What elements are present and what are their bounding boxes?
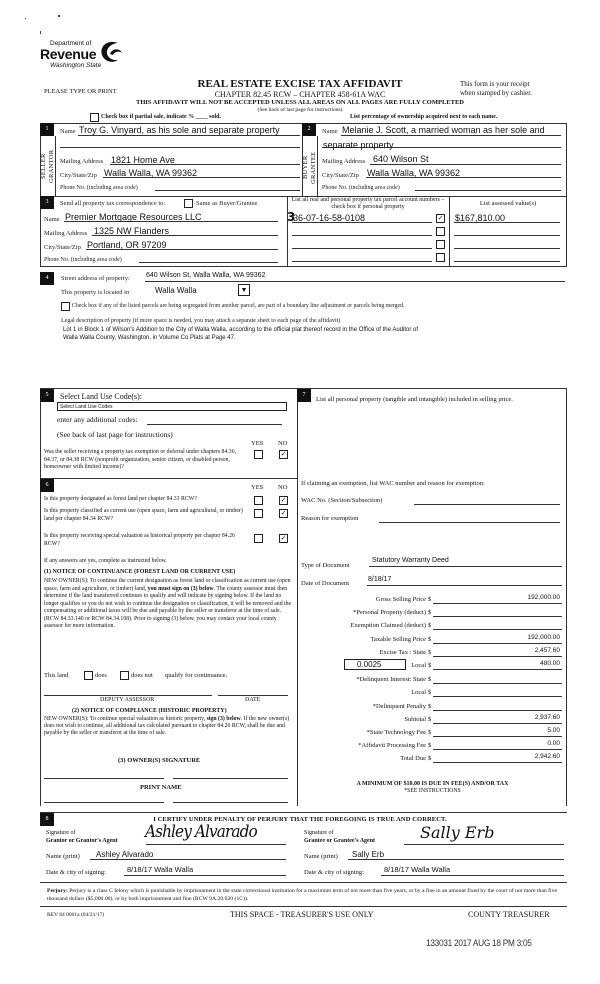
grantee-name-label: Name (print) (304, 853, 338, 860)
send-correspondence-label: Send all property tax correspondence to: (60, 200, 166, 207)
currency-symbol: $ (428, 742, 432, 749)
currency-symbol: $ (428, 716, 432, 723)
does-qualify-checkbox[interactable] (84, 671, 93, 680)
currency-symbol: $ (428, 596, 432, 603)
grantee-sig-label-2: Grantee or Grantee's Agent (304, 838, 376, 844)
currency-symbol: $ (428, 703, 432, 710)
tax-row-label: Taxable Selling Price (370, 636, 426, 643)
tax-value-underline (433, 607, 562, 617)
seller-city-field[interactable]: Walla Walla, WA 99362 (104, 168, 198, 178)
tax-row-label: Subtotal (404, 716, 426, 723)
this-land-label: This land (44, 672, 69, 679)
notice2-text-pre: NEW OWNER(S): To continue special valuation as historic property, (44, 716, 206, 722)
currency-symbol: $ (428, 676, 432, 683)
land-use-select-value: Select Land Use Codes (60, 404, 113, 410)
seller-side-label (40, 140, 55, 192)
currency-symbol: $ (428, 729, 432, 736)
section-5-number: 5 (40, 389, 54, 402)
personal-property-text: List all personal property (tangible and intangible) included in selling price. (316, 396, 513, 403)
notice1-text-bold: you must sign on (3) below (147, 585, 214, 592)
print-name-line-2[interactable] (173, 802, 288, 803)
seller-city-label: City/State/Zip (60, 172, 97, 179)
designation-yes-checkbox[interactable] (254, 496, 263, 505)
logo-revenue-text: Revenue (40, 46, 97, 62)
no-header-6: NO (278, 484, 288, 491)
doc-type-label: Type of Document (301, 562, 350, 569)
tax-row-value[interactable]: 192,000.00 (527, 634, 560, 641)
parcel-number-field[interactable] (292, 239, 432, 249)
department-logo (40, 40, 130, 80)
ownership-note: List percentage of ownership acquired next to each name. (350, 114, 498, 120)
segregated-checkbox[interactable] (61, 302, 70, 311)
seller-address-label: Mailing Address (60, 158, 104, 165)
buyer-city-label: City/State/Zip (322, 172, 359, 179)
tax-row-value[interactable]: 480.00 (540, 660, 560, 667)
buyer-name-field[interactable]: Melanie J. Scott, a married woman as her sole and (342, 125, 545, 135)
tax-value-underline (433, 701, 562, 711)
notice2-title: (2) NOTICE OF COMPLIANCE (HISTORIC PROPERTY) (72, 708, 227, 714)
buyer-city-field[interactable]: Walla Walla, WA 99362 (367, 168, 461, 178)
qualify-label: qualify for continuance. (165, 672, 228, 679)
legal-description-line1[interactable]: Lot 1 in Block 1 of Wilson's Addition to the City of Walla Walla, according to the official plat thereof record in the Office of the Auditor of (63, 327, 418, 333)
notice1-text-pre: NEW OWNER(S): To continue the current designation as forest land or classification as current use (open space, farm and agriculture, or timber) land, (44, 578, 291, 592)
reason-field[interactable] (379, 514, 560, 523)
assessor-date-label: DATE (245, 697, 261, 703)
reason-label: Reason for exemption (301, 515, 359, 522)
tax-row-label: *Delinquent Interest: State (356, 676, 426, 683)
parcel-personal-checkbox[interactable] (436, 227, 445, 236)
parcels-header: List all real and personal property tax parcel account numbers – check box if personal property (291, 197, 445, 210)
grantor-name-label: Name (print) (46, 853, 80, 860)
tax-row-label: *State Technology Fee (366, 729, 426, 736)
county-select-value: Walla Walla (155, 286, 197, 295)
minimum-due-note: A MINIMUM OF $10.00 IS DUE IN FEE(S) AND/OR TAX (356, 781, 509, 787)
owner-signature-line-1[interactable] (44, 778, 164, 779)
exemption-no-checkbox[interactable] (279, 450, 288, 459)
chevron-down-icon[interactable]: ▼ (238, 284, 250, 296)
receipt-note-2: when stamped by cashier. (460, 89, 532, 97)
tax-row-value[interactable]: 2,457.60 (534, 647, 560, 654)
designation-yes-checkbox[interactable] (254, 509, 263, 518)
section-3-number: 3 (40, 196, 54, 209)
assessed-value-field[interactable] (454, 226, 560, 236)
currency-symbol: $ (428, 622, 432, 629)
receipt-note-1: This form is your receipt (460, 80, 530, 88)
additional-codes-field[interactable] (147, 415, 282, 425)
exemption-question: Was the seller receiving a property tax exemption or deferral under chapters 84.36, 84.37, or 84.38 RCW (nonprofit organization, senior citizen, or disabled person, homeowner with limited income)? (44, 449, 237, 470)
partial-sale-checkbox[interactable] (90, 113, 99, 122)
seller-label: SELLER (40, 153, 47, 179)
seller-phone-label: Phone No. (including area code) (60, 185, 138, 191)
currency-symbol: $ (428, 649, 432, 656)
tax-row-value[interactable]: 2,937.60 (534, 714, 560, 721)
scan-speck (58, 15, 60, 17)
tax-row-label: Excise Tax : State (379, 649, 426, 656)
designation-question: Is this property classified as current use (open space, farm and agricultural, or timber) land per chapter 84.34 RCW? (44, 508, 243, 522)
located-in-label: This property is located in (61, 289, 130, 296)
assessed-value-field[interactable] (454, 252, 560, 262)
scan-speck (25, 18, 26, 19)
designation-yes-checkbox[interactable] (254, 534, 263, 543)
does-not-label: does not (131, 672, 153, 679)
section-7-number: 7 (297, 389, 311, 402)
deputy-assessor-label: DEPUTY ASSESSOR (100, 697, 155, 703)
perjury-text: Perjury is a class C felony which is punishable by imprisonment in the state correctional institution for a maximum term of not more than five years, or by a fine in an amount fixed by the court of not more than five thousand dollars ($5,000.00), or by both imprisonment and fine (RCW 9A.20.020 (1C)). (47, 888, 558, 902)
grantor-name-field[interactable]: Ashley Alvarado (96, 850, 154, 859)
if-yes-instructions: If any answers are yes, complete as instructed below. (44, 558, 167, 564)
yes-header-5: YES (251, 440, 264, 447)
corr-address-label: Mailing Address (44, 230, 88, 237)
tax-row-label: *Delinquent Penalty (372, 703, 426, 710)
additional-codes-label: enter any additional codes: (57, 415, 138, 424)
section-1-number: 1 (40, 123, 54, 136)
buyer-side-label (302, 145, 317, 190)
seller-name-label: Name (60, 128, 76, 135)
warning-text: THIS AFFIDAVIT WILL NOT BE ACCEPTED UNLESS ALL AREAS ON ALL PAGES ARE FULLY COMPLETED (136, 99, 464, 106)
notice2-text-bold: sign (3) below (206, 716, 241, 722)
scan-speck (40, 31, 41, 34)
buyer-phone-label: Phone No. (including area code) (322, 185, 400, 191)
owner-signature-line-2[interactable] (173, 778, 288, 779)
rev-number: REV 84 0001a (04/21/17) (47, 912, 105, 918)
buyer-phone-field[interactable] (415, 182, 561, 191)
notice2-body (44, 716, 292, 737)
tax-row-label: Total Due (400, 755, 426, 762)
same-as-buyer-checkbox[interactable] (184, 199, 193, 208)
notice2-text-post: . If the new owner(s) does not wish to continue, all additional tax calculated pursuant to chapter 84.26 RCW, shall be due and payable by the seller or transferor at the time of sale. (44, 716, 290, 736)
tax-row-value[interactable]: 0.00 (547, 740, 560, 747)
corr-name-label: Name (44, 216, 60, 223)
notice1-title: (1) NOTICE OF CONTINUANCE (FOREST LAND OR CURRENT USE) (44, 569, 236, 575)
no-header-5: NO (278, 440, 288, 447)
tax-value-underline (433, 674, 562, 684)
treasurer-use-label: THIS SPACE - TREASURER'S USE ONLY (230, 910, 374, 919)
certify-statement: I CERTIFY UNDER PENALTY OF PERJURY THAT THE FOREGOING IS TRUE AND CORRECT. (153, 816, 447, 823)
segregated-label: Check box if any of the listed parcels are being segregated from another parcel, are part of a boundary line adjustment or parcels being merged. (72, 303, 405, 309)
assessed-value-field[interactable] (454, 239, 560, 249)
currency-symbol: $ (428, 755, 432, 762)
seller-phone-field[interactable] (155, 182, 300, 191)
parcel-personal-checkbox[interactable] (436, 240, 445, 249)
please-type-label: PLEASE TYPE OR PRINT (44, 88, 117, 95)
corr-name-field[interactable]: Premier Mortgage Resources LLC (65, 212, 202, 222)
corr-phone-label: Phone No. (including area code) (44, 257, 122, 263)
grantee-sig-label-1: Signature of (304, 830, 334, 836)
does-label: does (95, 672, 107, 679)
see-instructions-note: *SEE INSTRUCTIONS (404, 788, 461, 794)
grantee-signature[interactable]: Sally Erb (420, 823, 495, 842)
buyer-name-field-line2[interactable]: separate property (323, 140, 394, 150)
tax-row-label: Local (411, 662, 426, 669)
street-address-label: Street address of property: (61, 275, 130, 282)
form-title: REAL ESTATE EXCISE TAX AFFIDAVIT (197, 78, 403, 90)
currency-symbol: $ (428, 636, 432, 643)
tax-row-label: Local (411, 689, 426, 696)
tax-value-underline (433, 687, 562, 697)
tax-row-value[interactable]: 5.00 (547, 727, 560, 734)
notice1-text-post: . The county assessor must then determine if the land transferred continues to qualify and will indicate by signing below. If the land no longer qualifies or you do not wish to continue the designation or classification, it will be removed and the compensating or additional taxes will be due and payable by the seller or transferor at the time of sale. (RCW 84.33.140 or RCW 84.34.108). Prior to signing (3) below, you may contact your local county assessor for more information. (44, 585, 292, 629)
tax-row-label: *Affidavit Processing Fee (358, 742, 426, 749)
parcel-number-field[interactable] (292, 226, 432, 236)
buyer-name-label: Name (322, 128, 338, 135)
tax-row-value[interactable]: 192,000.00 (527, 594, 560, 601)
revenue-swirl-icon (98, 40, 124, 64)
corr-phone-field[interactable] (139, 254, 278, 263)
grantee-label: GRANTEE (310, 151, 317, 184)
section-8-number: 8 (40, 813, 54, 826)
tax-value-underline (433, 620, 562, 630)
notice1-body (44, 578, 292, 631)
section-4-number: 4 (40, 272, 54, 285)
currency-symbol: $ (428, 609, 432, 616)
print-name-label: PRINT NAME (140, 784, 182, 791)
parcel-personal-checkbox[interactable] (436, 253, 445, 262)
assessed-header: List assessed value(s) (479, 200, 537, 207)
tax-row-label: Exemption Claimed (deduct) (350, 622, 426, 629)
owner-signature-label: (3) OWNER(S) SIGNATURE (118, 757, 201, 764)
grantee-name-field[interactable]: Sally Erb (352, 850, 385, 859)
legal-description-line2[interactable]: Walla Walla County, Washington, in Volume Co Plats at Page 47. (63, 335, 236, 341)
section-2-number: 2 (302, 123, 316, 136)
currency-symbol: $ (428, 662, 432, 669)
does-not-qualify-checkbox[interactable] (120, 671, 129, 680)
designation-no-checkbox[interactable] (279, 509, 288, 518)
perjury-notice (47, 887, 562, 903)
county-treasurer-label: COUNTY TREASURER (468, 910, 550, 919)
seller-address-field[interactable]: 1821 Home Ave (111, 155, 175, 165)
assessor-date-line[interactable] (218, 695, 288, 696)
doc-date-field[interactable]: 8/18/17 (368, 576, 392, 583)
street-address-field[interactable]: 640 Wilson St, Walla Walla, WA 99362 (146, 272, 266, 279)
designation-question: Is this property designated as forest land per chapter 84.33 RCW? (44, 496, 197, 502)
tax-row-label: Gross Selling Price (375, 596, 426, 603)
local-rate-value: 0.0025 (357, 660, 382, 669)
designation-no-checkbox[interactable] (279, 496, 288, 505)
parcel-personal-checkbox[interactable] (436, 214, 445, 223)
grantor-sig-label-1: Signature of (46, 830, 76, 836)
form-subtitle: CHAPTER 82.45 RCW – CHAPTER 458-61A WAC (214, 90, 386, 99)
assessed-value-field[interactable]: $167,810.00 (455, 213, 506, 223)
county-select[interactable] (150, 284, 250, 298)
yes-header-6: YES (251, 484, 264, 491)
grantor-sig-label-2: Grantor or Grantor's Agent (46, 838, 118, 844)
see-back-text: (See back of last page for instructions) (257, 107, 343, 113)
grantor-date-field[interactable]: 8/18/17 Walla Walla (127, 865, 194, 874)
corr-address-field[interactable]: 1325 NW Flanders (94, 226, 170, 236)
wac-field[interactable] (414, 496, 560, 505)
designation-question: Is this property receiving special valuation as historical property per chapter 84.26 RCW? (44, 533, 235, 547)
corr-city-field[interactable]: Portland, OR 97209 (87, 240, 167, 250)
perjury-label: Perjury: (47, 888, 68, 894)
parcel-number-field[interactable] (292, 252, 432, 262)
buyer-address-field[interactable]: 640 Wilson St (373, 154, 429, 164)
logo-state-text: Washington State (50, 62, 102, 69)
wac-label: WAC No. (Section/Subsection) (301, 497, 383, 504)
print-name-line-1[interactable] (44, 802, 164, 803)
exemption-claim-label: If claiming an exemption, list WAC number and reason for exemption: (301, 480, 485, 487)
tax-row-value[interactable]: 2,942.60 (534, 753, 560, 760)
designation-no-checkbox[interactable] (279, 534, 288, 543)
section-6-number: 6 (40, 479, 54, 492)
land-use-see-back: (See back of last page for instructions) (57, 430, 173, 439)
local-rate-box[interactable] (344, 659, 406, 670)
recording-stamp: 133031 2017 AUG 18 PM 3:05 (426, 938, 532, 948)
grantee-date-label: Date & city of signing: (304, 869, 364, 876)
grantor-signature[interactable]: Ashley Alvarado (145, 822, 257, 842)
grantor-date-label: Date & city of signing: (46, 869, 106, 876)
parcel-number-field[interactable]: 36-07-16-58-0108 (293, 213, 366, 223)
handwritten-mark: 3 (287, 210, 296, 224)
legal-description-label: Legal description of property (if more space is needed, you may attach a separate sheet to each page of the affidavit) (61, 318, 341, 324)
same-as-buyer-label: Same as Buyer/Grantee (196, 200, 258, 207)
land-use-select[interactable] (57, 402, 287, 411)
seller-name-field[interactable]: Troy G. Vinyard, as his sole and separate property (79, 125, 280, 135)
buyer-address-label: Mailing Address (322, 158, 366, 165)
doc-date-label: Date of Document (301, 580, 350, 587)
doc-type-field[interactable]: Statutory Warranty Deed (372, 557, 449, 564)
land-use-title: Select Land Use Code(s): (60, 392, 142, 401)
buyer-label: BUYER (302, 155, 309, 180)
currency-symbol: $ (428, 689, 432, 696)
deputy-assessor-line[interactable] (44, 695, 212, 696)
tax-row-label: *Personal Property (deduct) (353, 609, 426, 616)
exemption-yes-checkbox[interactable] (254, 450, 263, 459)
corr-city-label: City/State/Zip (44, 244, 81, 251)
grantor-label: GRANTOR (48, 149, 55, 183)
partial-sale-label: Check box if partial sale, indicate % ____ sold. (101, 114, 222, 120)
grantee-date-field[interactable]: 8/18/17 Walla Walla (384, 865, 451, 874)
logo-dept-text: Department of (50, 40, 92, 47)
